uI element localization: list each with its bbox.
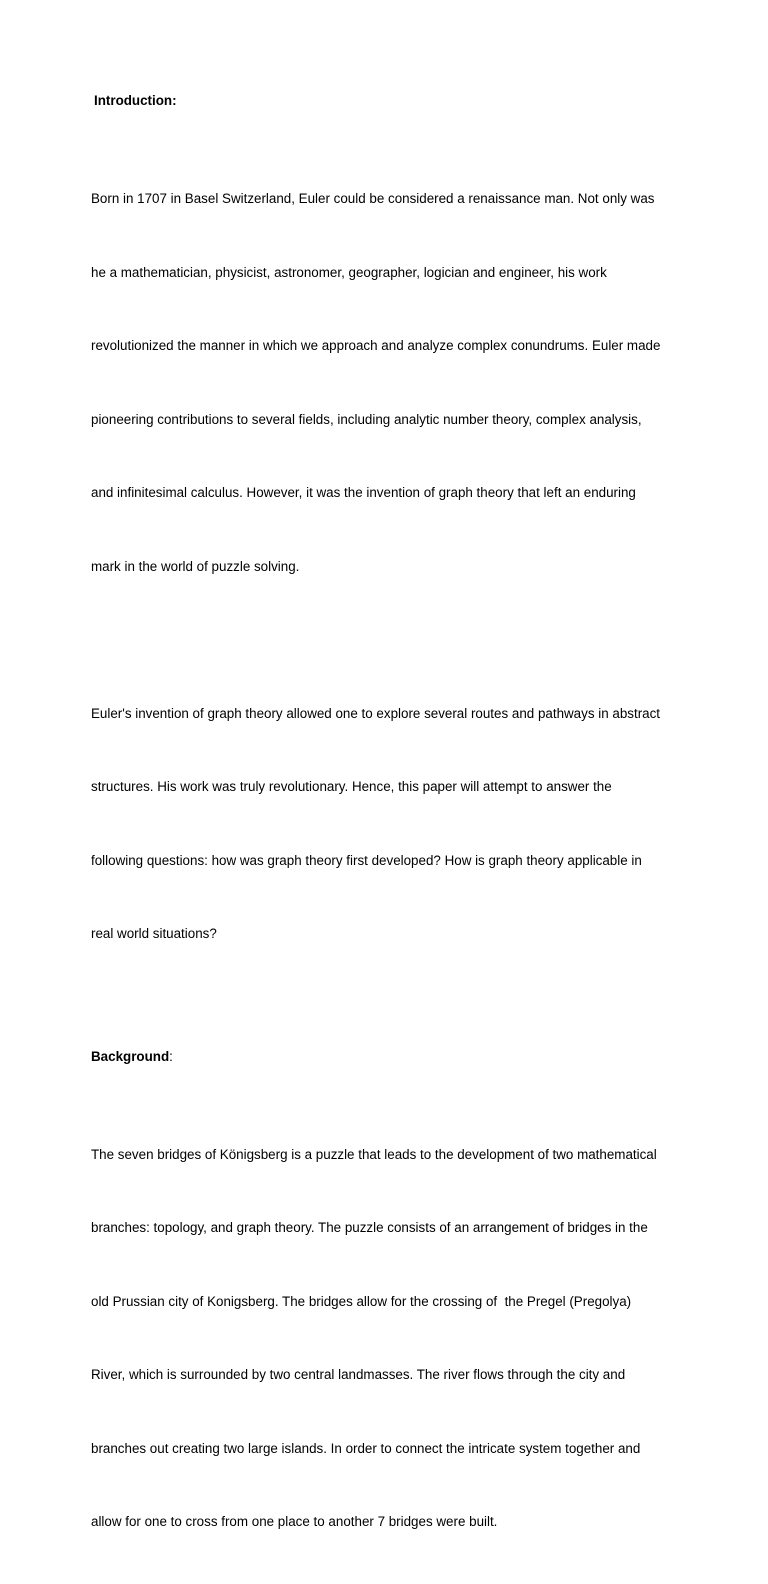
text-line: pioneering contributions to several fields, including analytic number theory, complex analysis, [91,411,642,427]
text-line: he a mathematician, physicist, astronomer, geographer, logician and engineer, his work [91,264,607,280]
text-line: and infinitesimal calculus. However, it was the invention of graph theory that left an enduring [91,485,636,500]
background-heading-label: Background [91,1048,170,1064]
text-line: branches: topology, and graph theory. The puzzle consists of an arrangement of bridges in the [91,1220,648,1235]
text-line: allow for one to cross from one place to another 7 bridges were built. [91,1514,498,1529]
text-line: following questions: how was graph theory first developed? How is graph theory applicable in [91,852,642,868]
spacer [91,114,691,139]
document-body [91,89,691,1584]
introduction-paragraph-2 [91,653,691,996]
text-line: River, which is surrounded by two central landmasses. The river flows through the city and [91,1367,626,1382]
spacer [91,628,691,653]
background-heading-colon: : [169,1048,173,1064]
text-line: Born in 1707 in Basel Switzerland, Euler could be considered a renaissance man. Not only was [91,191,655,206]
text-line: real world situations? [91,926,217,941]
text-line: The seven bridges of Königsberg is a puzzle that leads to the development of two mathematical [91,1146,657,1162]
text-line: structures. His work was truly revolutionary. Hence, this paper will attempt to answer the [91,779,612,794]
background-paragraph-1 [91,1094,691,1584]
spacer [91,1069,691,1094]
introduction-heading-label: Introduction: [94,93,177,108]
text-line: old Prussian city of Konigsberg. The bridges allow for the crossing of the Pregel (Pregolya) [91,1293,632,1309]
introduction-paragraph-1 [91,138,691,628]
text-line: branches out creating two large islands. In order to connect the intricate system together and [91,1440,641,1456]
text-line: revolutionized the manner in which we approach and analyze complex conundrums. Euler made [91,338,661,353]
text-line: Euler's invention of graph theory allowed one to explore several routes and pathways in abstract [91,705,661,721]
spacer [91,996,691,1045]
text-line: mark in the world of puzzle solving. [91,558,300,574]
background-heading [91,1045,691,1070]
introduction-heading [91,89,691,114]
